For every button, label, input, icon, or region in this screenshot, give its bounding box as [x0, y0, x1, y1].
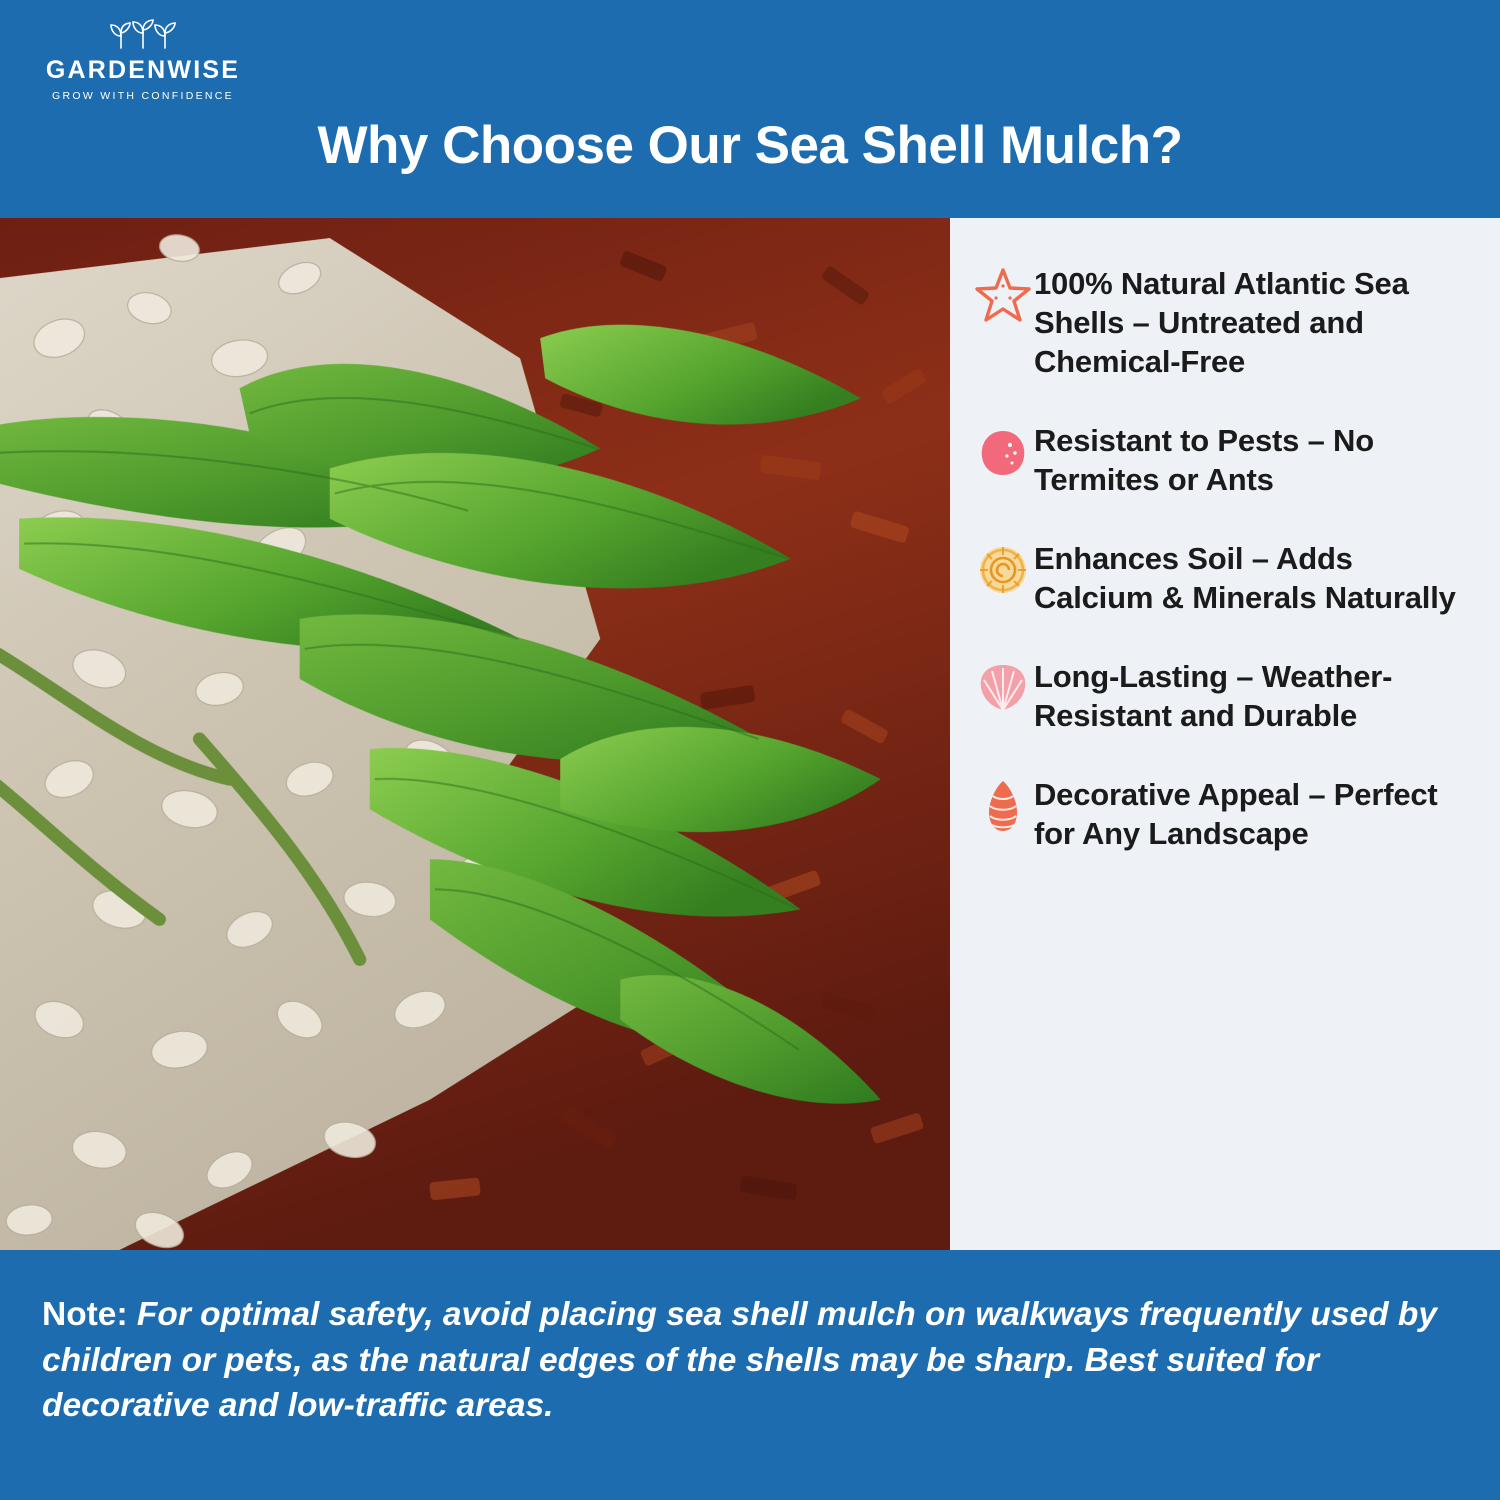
- note-text: For optimal safety, avoid placing sea shell mulch on walkways frequently used by children or pets, as the natural edges of the shells may be sharp. Best suited for decorative and low-traffic areas.: [42, 1296, 1437, 1425]
- note-label: Note:: [42, 1296, 128, 1333]
- footer-note: [42, 1292, 1448, 1429]
- feature-text: Enhances Soil – Adds Calcium & Minerals Naturally: [1034, 541, 1456, 616]
- scallop-shell-icon: [972, 657, 1034, 719]
- feature-item: [972, 773, 1472, 853]
- feature-text: Decorative Appeal – Perfect for Any Landscape: [1034, 777, 1438, 852]
- starfish-icon: [972, 264, 1034, 326]
- brand-name: GARDENWISE: [45, 56, 241, 84]
- conch-shell-icon: [972, 775, 1034, 837]
- feature-item: [972, 655, 1472, 735]
- page-title: Why Choose Our Sea Shell Mulch?: [317, 116, 1183, 175]
- spiral-nautilus-shell-icon: [972, 539, 1034, 601]
- clam-shell-icon: [972, 421, 1034, 483]
- feature-text: 100% Natural Atlantic Sea Shells – Untreated and Chemical-Free: [1034, 266, 1409, 380]
- feature-item: [972, 537, 1472, 617]
- content-area: [0, 218, 1500, 1250]
- header-banner: [0, 0, 1500, 218]
- brand-logo: [18, 14, 268, 102]
- footer-note-banner: [0, 1250, 1500, 1500]
- feature-list: [950, 218, 1500, 1250]
- feature-item: [972, 262, 1472, 381]
- brand-tagline: GROW WITH CONFIDENCE: [52, 90, 234, 102]
- sea-shell-mulch-garden-photo: [0, 218, 950, 1250]
- seedling-sprout-icon: [107, 14, 179, 54]
- feature-item: [972, 419, 1472, 499]
- feature-text: Long-Lasting – Weather-Resistant and Durable: [1034, 659, 1393, 734]
- feature-text: Resistant to Pests – No Termites or Ants: [1034, 423, 1374, 498]
